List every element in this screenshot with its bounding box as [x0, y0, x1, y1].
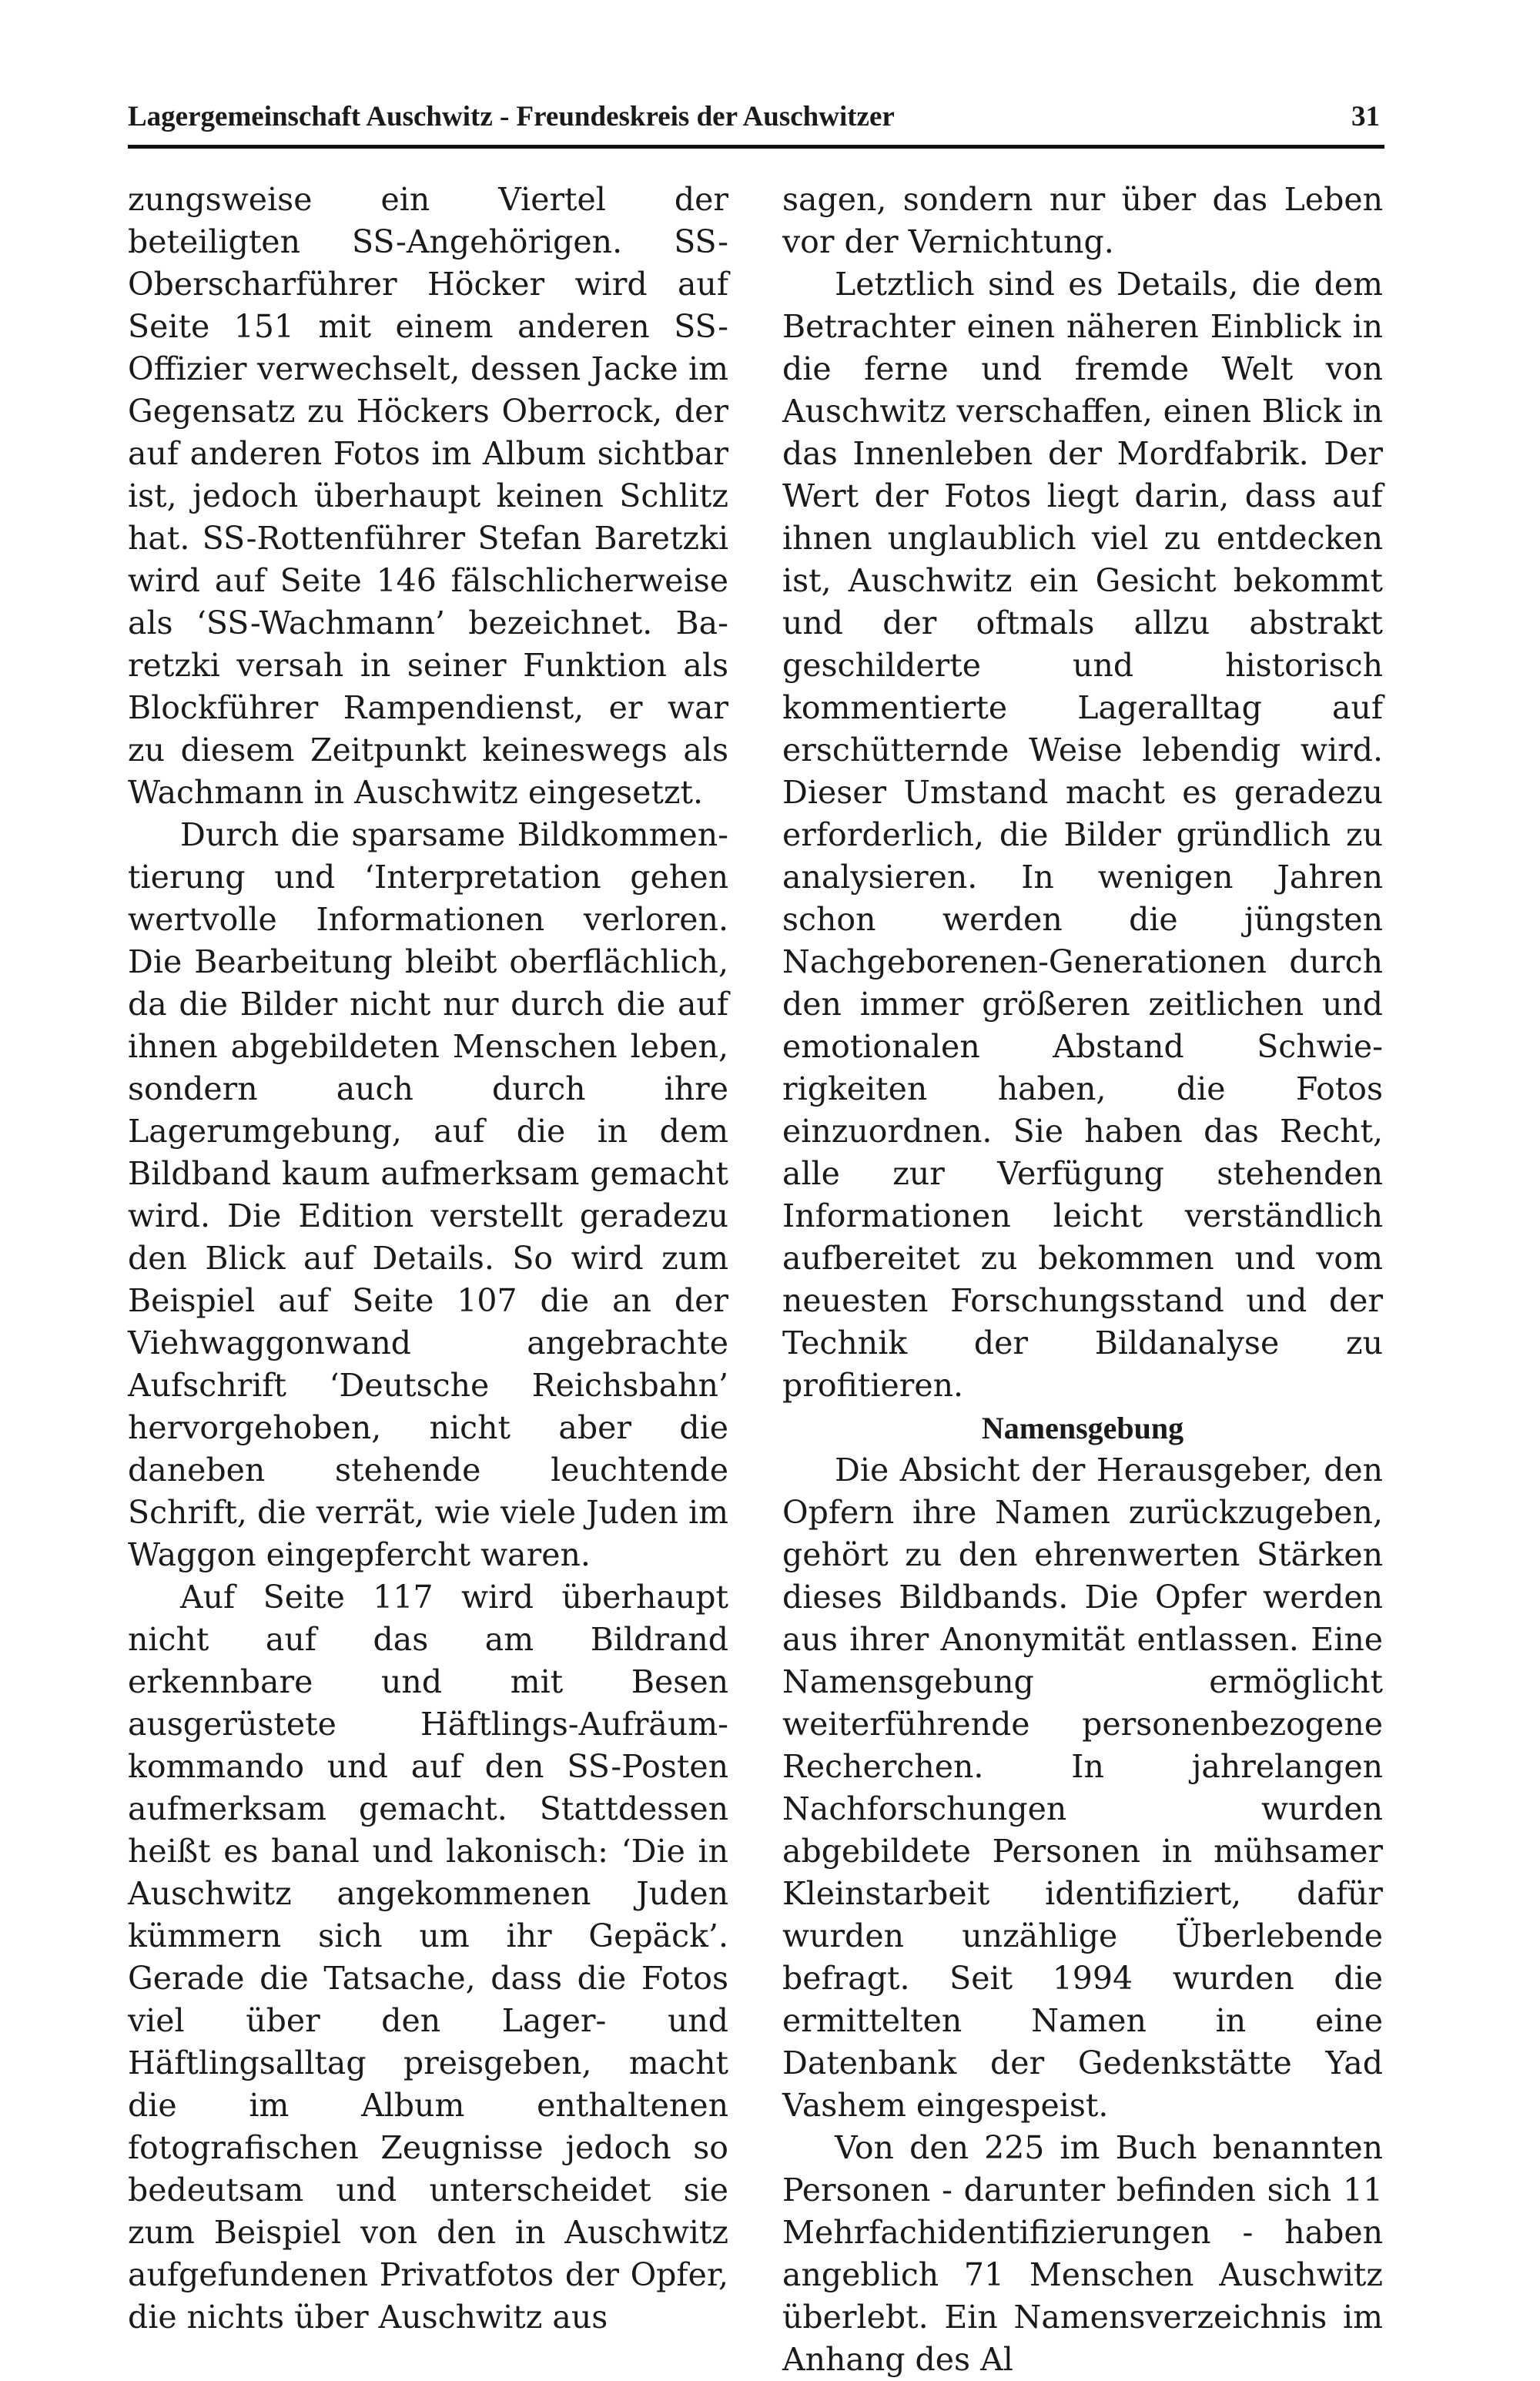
left-paragraph-3: Auf Seite 117 wird überhaupt nicht auf das am Bildrand erkennbare und mit Besen ausgerüstete Häftlings-Aufräumkommando und auf den SS-Posten aufmerksam gemacht. Stattdessen heißt es banal und lakonisch: ‘Die in Auschwitz angekommenen Juden kümmern sich um ihr Gepäck’. Gerade die Tatsache, dass die Fotos viel über den Lager- und Häftlingsalltag preisgeben, macht die im Album enthaltenen fotografischen Zeugnisse jedoch so bedeutsam und unterscheidet sie zum Beispiel von den in Auschwitz aufgefundenen Privatfotos der Opfer, die nichts über Auschwitz aus	[128, 1579, 728, 2336]
section-heading: Namensgebung	[981, 1411, 1184, 1445]
running-header	[128, 99, 1384, 149]
page-number: 31	[1351, 101, 1380, 132]
right-paragraph-2: Letztlich sind es Details, die dem Betrachter einen näheren Einblick in die ferne und fremde Welt von Auschwitz verschaffen, einen Blick in das Innenleben der Mordfabrik. Der Wert der Fotos liegt darin, dass auf ihnen unglaublich viel zu entdecken ist, Auschwitz ein Gesicht bekommt und der oftmals allzu abstrakt geschilderte und historisch kommentierte Lageralltag auf erschütternde Weise lebendig wird. Dieser Umstand macht es geradezu erforderlich, die Bilder gründlich zu analysieren. In wenigen Jahren schon werden die jüngsten Nachgeborenen-Generationen durch den immer größeren zeitlichen und emotionalen Abstand Schwierigkeiten haben, die Fotos einzuordnen. Sie haben das Recht, alle zur Verfügung stehenden Informationen leicht verständlich aufbereitet zu bekommen und vom neuesten Forschungsstand und der Technik der Bildanalyse zu profitieren.	[782, 266, 1383, 1404]
right-paragraph-4: Von den 225 im Buch benannten Personen - darunter befinden sich 11 Mehrfachidentifizierungen - haben angeblich 71 Menschen Auschwitz überlebt. Ein Namensverzeichnis im Anhang des Al	[782, 2129, 1383, 2378]
right-paragraph-1: sagen, sondern nur über das Leben vor der Vernichtung.	[782, 181, 1383, 260]
left-column	[128, 179, 728, 2339]
left-paragraph-1: zungsweise ein Viertel der beteiligten SS-Angehörigen. SS-Oberscharführer Höcker wird auf Seite 151 mit einem anderen SS-Offizier verwechselt, dessen Jacke im Gegensatz zu Höckers Oberrock, der auf anderen Fotos im Album sichtbar ist, jedoch überhaupt keinen Schlitz hat. SS-Rottenführer Stefan Baretzki wird auf Seite 146 fälschlicherweise als ‘SS-Wachmann’ bezeichnet. Baretzki versah in seiner Funktion als Blockführer Rampendienst, er war zu diesem Zeitpunkt keineswegs als Wachmann in Auschwitz eingesetzt.	[128, 181, 728, 811]
right-paragraph-3: Die Absicht der Herausgeber, den Opfern ihre Namen zurückzugeben, gehört zu den ehrenwerten Stärken dieses Bildbands. Die Opfer werden aus ihrer Anonymität entlassen. Eine Namensgebung ermöglicht weiterführende personenbezogene Recherchen. In jahrelangen Nachforschungen wurden abgebildete Personen in mühsamer Kleinstarbeit identifiziert, dafür wurden unzählige Überlebende befragt. Seit 1994 wurden die ermittelten Namen in eine Datenbank der Gedenkstätte Yad Vashem eingespeist.	[782, 1452, 1383, 2124]
right-column	[782, 179, 1383, 2381]
left-paragraph-2: Durch die sparsame Bildkommentierung und ‘Interpretation gehen wertvolle Informationen verloren. Die Bearbeitung bleibt oberflächlich, da die Bilder nicht nur durch die auf ihnen abgebildeten Menschen leben, sondern auch durch ihre Lagerumgebung, auf die in dem Bildband kaum aufmerksam gemacht wird. Die Edition verstellt geradezu den Blick auf Details. So wird zum Beispiel auf Seite 107 die an der Viehwaggonwand angebrachte Aufschrift ‘Deutsche Reichsbahn’ hervorgehoben, nicht aber die daneben stehende leuchtende Schrift, die verrät, wie viele Juden im Waggon eingepfercht waren.	[128, 816, 728, 1573]
header-title: Lagergemeinschaft Auschwitz - Freundeskreis der Auschwitzer	[128, 101, 895, 132]
